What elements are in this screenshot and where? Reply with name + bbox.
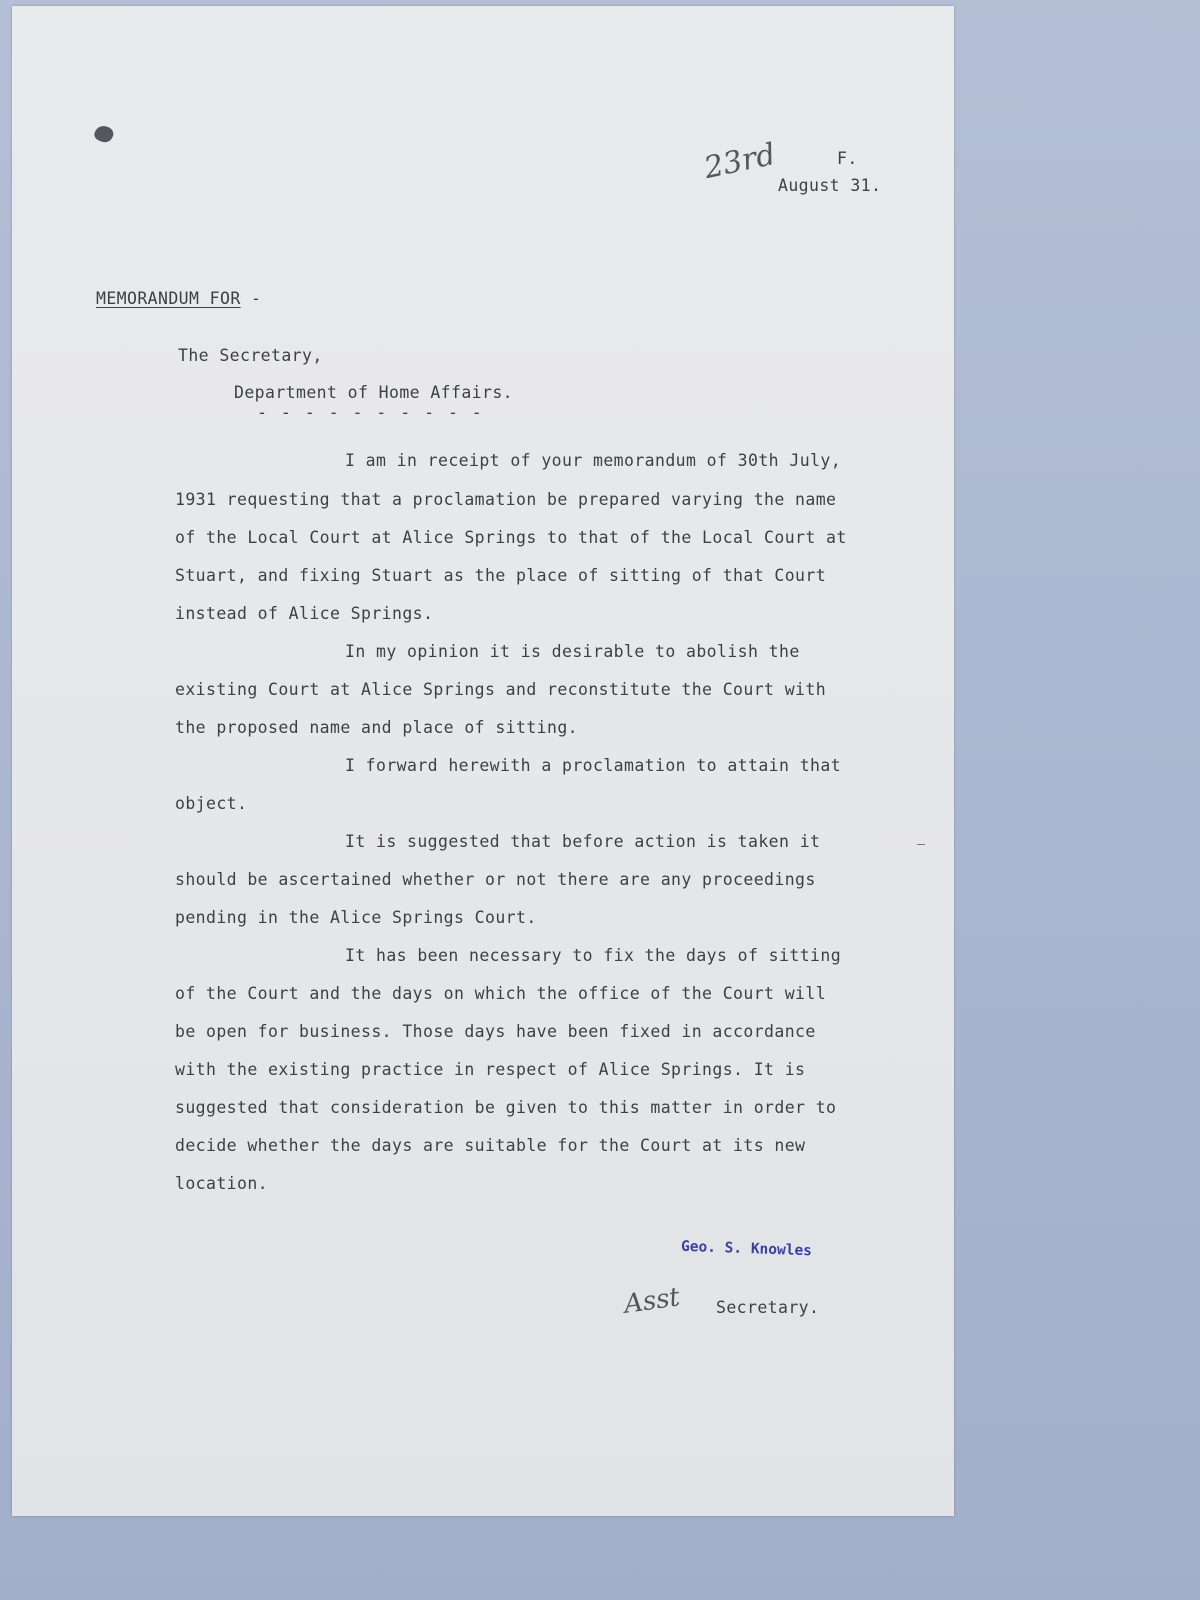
- addressee-department: Department of Home Affairs.: [234, 383, 514, 402]
- body-line: I forward herewith a proclamation to attain that: [345, 756, 842, 775]
- body-line: pending in the Alice Springs Court.: [175, 908, 537, 927]
- body-line: Stuart, and fixing Stuart as the place of sitting of that Court: [175, 566, 827, 585]
- body-line: It has been necessary to fix the days of sitting: [345, 946, 842, 965]
- body-line: decide whether the days are suitable for the Court at its new: [175, 1136, 806, 1155]
- memo-heading: [96, 289, 261, 308]
- addressee-rule: - - - - - - - - - -: [257, 403, 484, 422]
- body-line: suggested that consideration be given to this matter in order to: [175, 1098, 837, 1117]
- body-line: It is suggested that before action is taken it: [345, 832, 821, 851]
- body-line: of the Court and the days on which the office of the Court will: [175, 984, 827, 1003]
- body-line: I am in receipt of your memorandum of 30th July,: [345, 451, 842, 470]
- memo-heading-text: MEMORANDUM FOR: [96, 289, 241, 308]
- handwritten-day: 23rd: [701, 136, 779, 187]
- body-line: existing Court at Alice Springs and reconstitute the Court with: [175, 680, 827, 699]
- memo-date: August 31.: [778, 176, 882, 195]
- body-line: location.: [175, 1174, 269, 1193]
- addressee-title: The Secretary,: [178, 346, 323, 365]
- body-line: object.: [175, 794, 248, 813]
- body-line: of the Local Court at Alice Springs to that of the Local Court at: [175, 528, 847, 547]
- body-line: be open for business. Those days have been fixed in accordance: [175, 1022, 816, 1041]
- body-line: instead of Alice Springs.: [175, 604, 434, 623]
- body-line: the proposed name and place of sitting.: [175, 718, 579, 737]
- ink-blot: [92, 123, 115, 145]
- body-line: should be ascertained whether or not there are any proceedings: [175, 870, 816, 889]
- memo-page: [12, 6, 954, 1516]
- signature-initials: Asst: [622, 1282, 682, 1320]
- file-reference: F.: [837, 149, 858, 168]
- body-line: 1931 requesting that a proclamation be prepared varying the name: [175, 490, 837, 509]
- stray-mark: [917, 844, 925, 845]
- body-line: with the existing practice in respect of Alice Springs. It is: [175, 1060, 806, 1079]
- signature-stamp: Geo. S. Knowles: [680, 1238, 813, 1260]
- body-line: In my opinion it is desirable to abolish the: [345, 642, 800, 661]
- signature-title: Secretary.: [716, 1298, 820, 1317]
- memo-heading-dash: -: [240, 289, 262, 308]
